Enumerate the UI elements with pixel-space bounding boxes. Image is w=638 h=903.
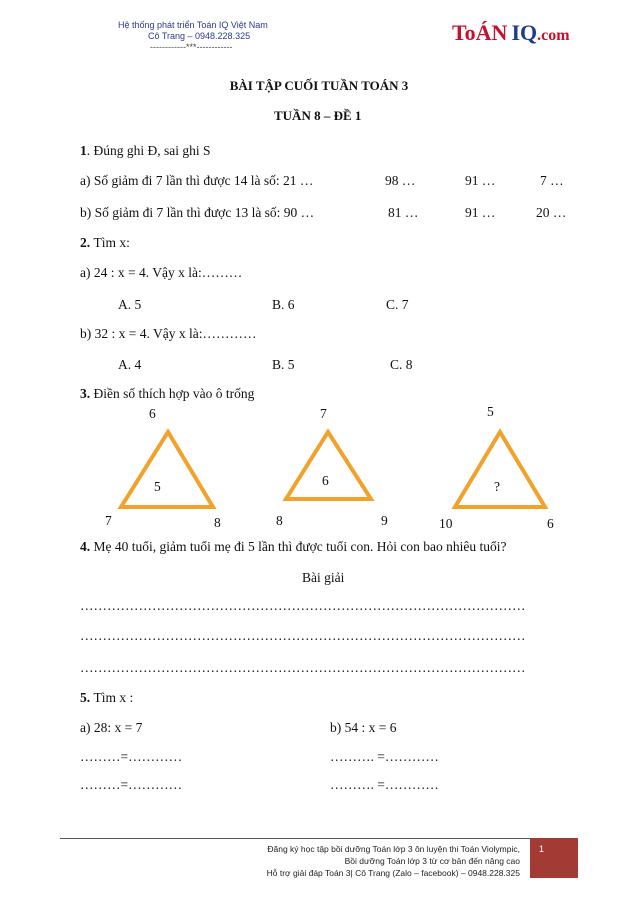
question-3-number: 3. [80,386,91,401]
triangle-2-right: 9 [381,513,388,528]
question-4-number: 4. [80,539,91,554]
triangle-3 [455,432,545,507]
header-contact: Cô Trang – 0948.228.325 [148,31,251,41]
question-4-text: Mẹ 40 tuổi, giảm tuổi mẹ đi 5 lần thì được tuổi con. Hỏi con bao nhiêu tuổi? [93,539,507,554]
question-1b-option-3: 20 … [536,205,567,220]
triangle-2-left: 8 [276,513,283,528]
header-divider: ------------***------------ [150,42,233,52]
question-1a-option-2: 91 … [465,173,496,188]
triangle-1-center: 5 [154,479,161,494]
question-2b-text: b) 32 : x = 4. Vậy x là:………… [80,326,257,341]
question-5a-line-1: ………=………… [80,749,183,764]
footer-rule [60,838,530,839]
logo-text-toan: ToÁN [452,20,508,45]
answer-line-2: ……………………………………………………………………………………… [80,628,526,643]
header-org: Hệ thống phát triển Toán IQ Việt Nam [118,20,268,30]
triangle-3-center: ? [494,479,500,494]
triangle-2-center: 6 [322,473,329,488]
triangle-3-left: 10 [439,516,453,531]
answer-line-3: ……………………………………………………………………………………… [80,660,526,675]
question-5b-line-1: ………. =………… [330,749,439,764]
triangle-1 [121,432,213,507]
logo-text-iq: IQ [511,20,538,45]
triangle-3-top: 5 [487,404,494,419]
page-number: 1 [539,844,545,854]
footer-line-2: Bồi dưỡng Toán lớp 3 từ cơ bản đến nâng cao [344,856,520,866]
question-2a-choice-c: C. 7 [386,297,409,312]
question-1b-text: b) Số giảm đi 7 lần thì được 13 là số: 90 … [80,205,315,220]
question-1-text: . Đúng ghi Đ, sai ghi S [86,143,211,158]
solution-label: Bài giải [302,570,345,585]
question-5b-text: b) 54 : x = 6 [330,720,397,735]
triangle-1-right: 8 [214,515,221,530]
footer-line-1: Đăng ký học tập bồi dưỡng Toán lớp 3 ôn luyện thi Toán Violympic, [267,844,520,854]
question-2b-choice-b: B. 5 [272,357,295,372]
question-2a-text: a) 24 : x = 4. Vậy x là:……… [80,265,243,280]
triangle-1-left: 7 [105,513,112,528]
question-1a-text: a) Số giảm đi 7 lần thì được 14 là số: 21 … [80,173,314,188]
question-2b-choice-a: A. 4 [118,357,142,372]
question-1b-option-2: 91 … [465,205,496,220]
triangle-2-top: 7 [320,406,327,421]
question-1a-option-3: 7 … [540,173,564,188]
question-2-number: 2. [80,235,91,250]
triangle-3-right: 6 [547,516,554,531]
question-5a-line-2: ………=………… [80,777,183,792]
logo-text-com: .com [537,27,570,44]
question-1b-option-1: 81 … [388,205,419,220]
footer-line-3: Hỗ trợ giải đáp Toán 3| Cô Trang (Zalo – facebook) – 0948.228.325 [266,868,520,878]
question-2a-choice-a: A. 5 [118,297,142,312]
page-subtitle: TUẦN 8 – ĐỀ 1 [274,108,362,123]
question-4-heading [80,539,507,555]
question-5b-line-2: ………. =………… [330,777,439,792]
question-5a-text: a) 28: x = 7 [80,720,143,735]
question-5-text: Tìm x : [93,690,134,705]
question-5-number: 5. [80,690,91,705]
question-1-number: 1 [80,143,87,158]
question-5-heading [80,690,133,706]
question-2b-choice-c: C. 8 [390,357,413,372]
question-3-text: Điền số thích hợp vào ô trống [93,386,255,401]
page-title: BÀI TẬP CUỐI TUẦN TOÁN 3 [229,78,409,93]
question-2-text: Tìm x: [93,235,130,250]
question-1a-option-1: 98 … [385,173,416,188]
triangle-1-top: 6 [149,406,156,421]
page-number-box [530,838,578,878]
question-2a-choice-b: B. 6 [272,297,295,312]
answer-line-1: ……………………………………………………………………………………… [80,598,526,613]
